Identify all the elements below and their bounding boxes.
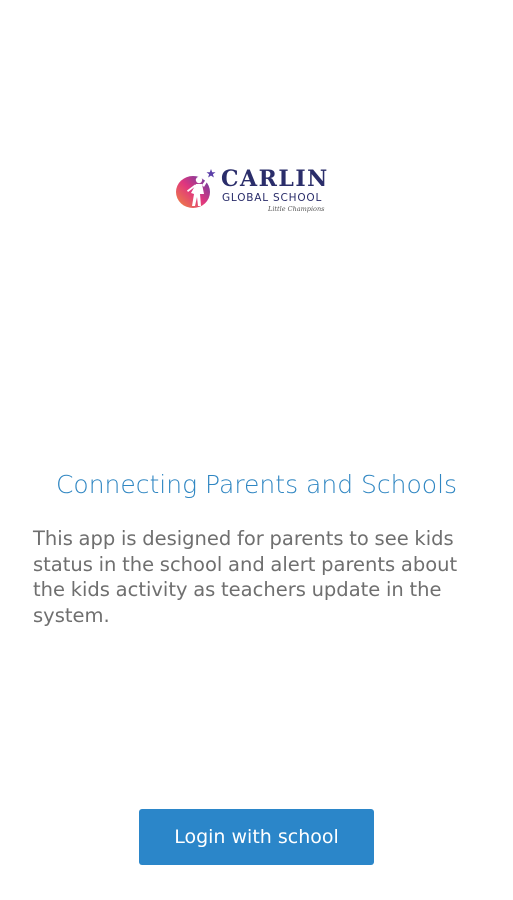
app-description: This app is designed for parents to see kids status in the school and alert parents about the kids activity as teachers update in the system. — [33, 527, 458, 627]
logo-title: CARLIN — [221, 166, 329, 192]
logo-tagline: Little Champions — [268, 205, 325, 213]
school-logo — [173, 166, 338, 218]
page-headline: Connecting Parents and Schools — [55, 470, 458, 499]
login-with-school-button[interactable]: Login with school — [139, 809, 374, 865]
school-logo-icon — [173, 166, 219, 216]
logo-subtitle: GLOBAL SCHOOL — [222, 192, 323, 204]
